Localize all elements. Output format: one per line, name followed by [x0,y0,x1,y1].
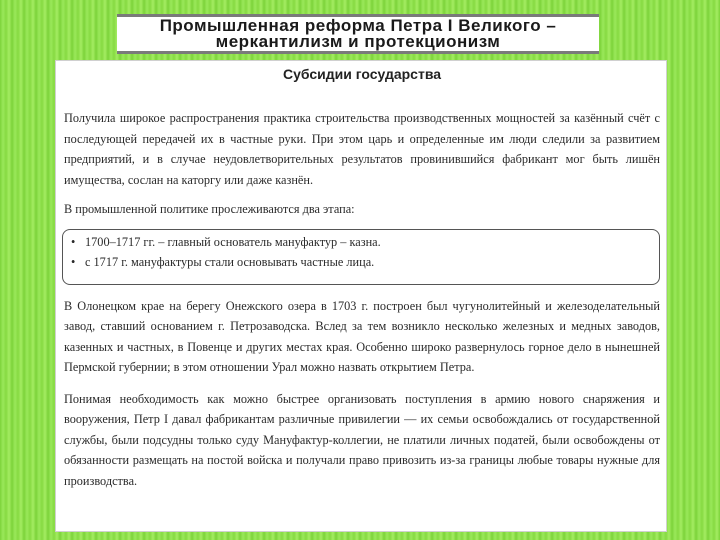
stage-item [71,232,649,253]
paragraph-two-stages-intro: В промышленной политике прослеживаются два этапа: [64,202,355,216]
slide-title-line-2: меркантилизм и протекционизм [215,32,501,51]
content-card [55,60,667,532]
stage-item-text: с 1717 г. мануфактуры стали основывать частные лица. [85,255,375,269]
slide-title-line-1: Промышленная реформа Петра I Великого – [159,16,557,35]
section-heading: Субсидии государства [282,66,442,82]
paragraph-olonets-plant: В Олонецком крае на берегу Онежского озера в 1703 г. построен был чугунолитейный и железоделательный завод, ставший основанием г. Петрозаводска. Вслед за тем возникло несколько железных и медных заводов, казенных и частных, в Повенце и других местах края. Особенно широко развернулось горное дело в нынешней Пермской губернии; в этом отношении Урал можно назвать открытием Петра. [64,298,660,374]
stage-item [71,252,649,273]
stages-list [62,229,660,285]
paragraph-manufacturer-privileges: Понимая необходимость как можно быстрее организовать поступления в армию нового снаряжения и вооружения, Петр I давал фабрикантам различные привилегии — их семьи освобождались от государственной службы, были подсудны только суду Мануфактур-коллегии, не платили личных податей, были освобождены от обязанности размещать на постой войска и получали право привозить из-за границы любые товары нужные для производства. [64,391,660,488]
bullet-icon: • [71,255,76,269]
slide-title [117,14,599,54]
paragraph-state-construction: Получила широкое распространения практика строительства производственных мощностей за казённый счёт с последующей передачей их в частные руки. При этом царь и определенные им люди следили за развитием предприятий, и в случае неудовлетворительных результатов провинившийся фабрикант мог быть лишён имущества, сослан на каторгу или даже казнён. [64,111,660,187]
bullet-icon: • [71,234,76,249]
stage-item-text: 1700–1717 гг. – главный основатель мануфактур – казна. [85,234,381,249]
